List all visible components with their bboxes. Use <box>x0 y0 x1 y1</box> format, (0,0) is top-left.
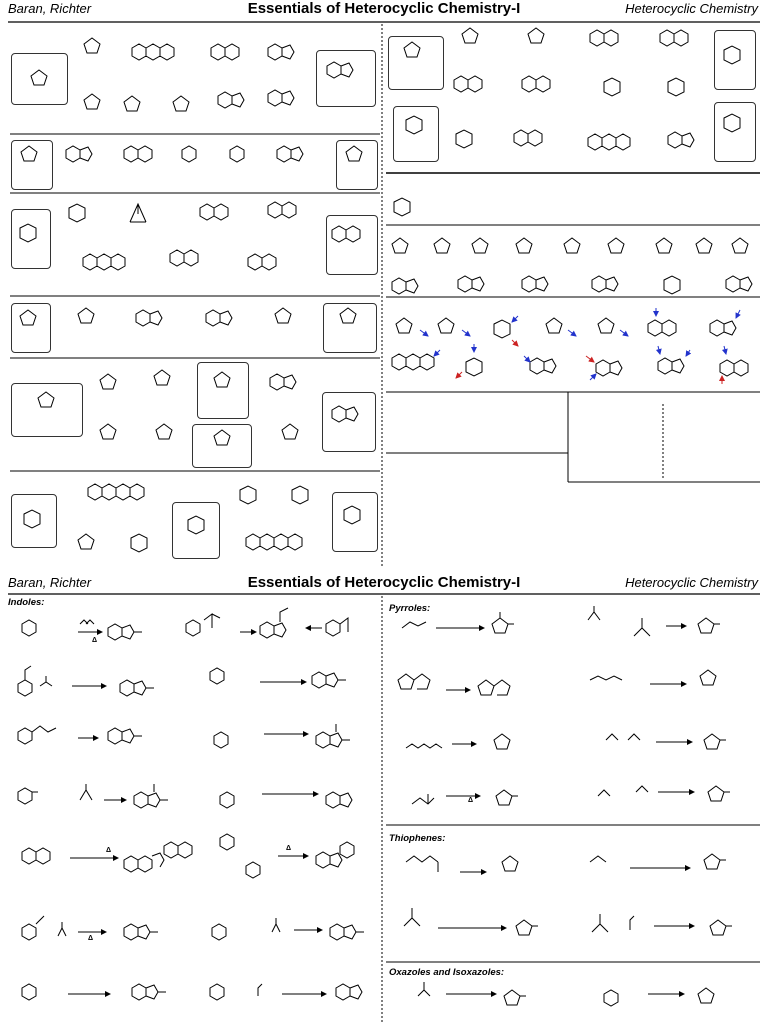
page1-rules <box>8 22 760 566</box>
page2-reaction-arrows <box>68 626 694 994</box>
delta-mark: Δ <box>88 935 94 942</box>
oxazoles-label: Oxazoles and Isoxazoles: <box>389 967 505 978</box>
page2-title: Essentials of Heterocyclic Chemistry-I <box>247 574 521 591</box>
pyrroles-label: Pyrroles: <box>389 603 431 614</box>
delta-mark: Δ <box>286 845 292 852</box>
page1-title: Essentials of Heterocyclic Chemistry-I <box>247 0 521 17</box>
page2-rules <box>8 594 760 1022</box>
page2-subject: Heterocyclic Chemistry <box>625 575 758 590</box>
delta-mark: Δ <box>92 637 98 644</box>
thiophenes-label: Thiophenes: <box>389 833 446 844</box>
page1-subject: Heterocyclic Chemistry <box>625 1 758 16</box>
delta-mark: Δ <box>468 797 474 804</box>
page1-structures <box>20 28 752 552</box>
delta-mark: Δ <box>106 847 112 854</box>
heat-marks <box>88 637 473 942</box>
page2-authors: Baran, Richter <box>8 575 92 590</box>
page1-authors: Baran, Richter <box>8 1 92 16</box>
page2-structures <box>18 606 732 1006</box>
indoles-label: Indoles: <box>8 597 45 608</box>
